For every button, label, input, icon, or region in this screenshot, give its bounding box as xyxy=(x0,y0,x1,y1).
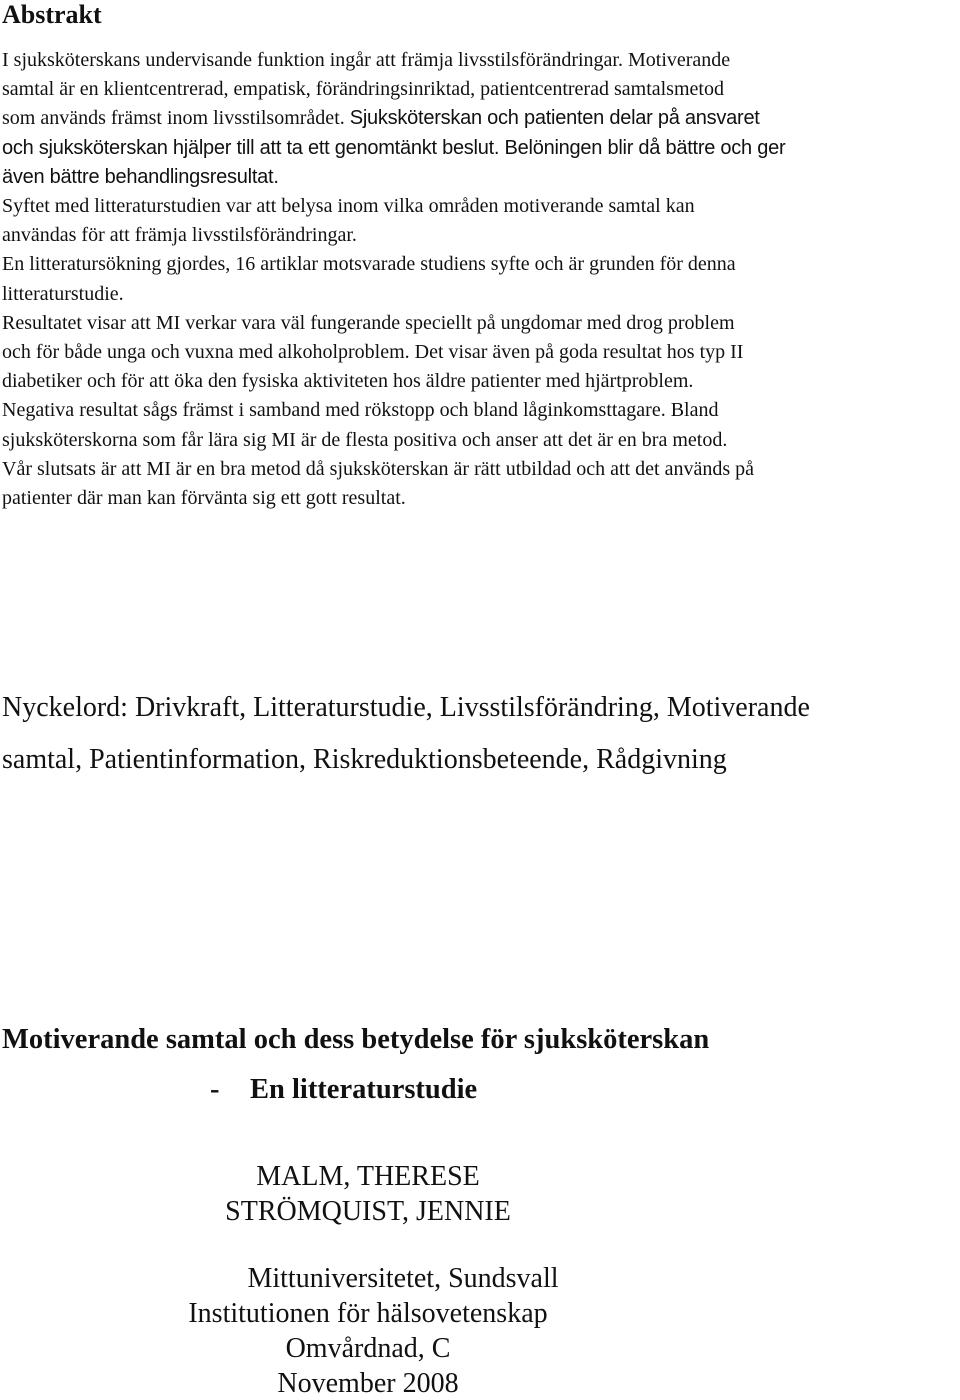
subtitle-dash: - xyxy=(210,1074,220,1105)
author-name: MALM, THERESE xyxy=(256,1161,480,1192)
thesis-subtitle xyxy=(210,1074,477,1106)
abstract-line-serif-part: som används främst inom livsstilsområdet. xyxy=(2,107,350,130)
abstract-body xyxy=(2,46,957,513)
abstract-line: Resultatet visar att MI verkar vara väl fungerande speciellt på ungdomar med drog problem xyxy=(2,311,735,334)
abstract-line-sans-part: Sjuksköterskan och patienten delar på ansvaret xyxy=(349,107,760,130)
abstract-line: Vår slutsats är att MI är en bra metod då sjuksköterskan är rätt utbildad och att det används på xyxy=(2,457,754,480)
university: Mittuniversitetet, Sundsvall xyxy=(247,1263,559,1294)
thesis-title: Motiverande samtal och dess betydelse för sjuksköterskan xyxy=(2,1024,710,1055)
abstract-line: samtal är en klientcentrerad, empatisk, förändringsinriktad, patientcentrerad samtalsmetod xyxy=(2,78,724,101)
subtitle-text: En litteraturstudie xyxy=(250,1074,478,1105)
keywords xyxy=(2,682,952,786)
abstract-line: litteraturstudie. xyxy=(2,282,124,305)
abstract-line: I sjuksköterskans undervisande funktion ingår att främja livsstilsförändringar. Motiverande xyxy=(2,49,731,71)
subject: Omvårdnad, C xyxy=(285,1333,451,1364)
abstract-line: patienter där man kan förvänta sig ett gott resultat. xyxy=(2,487,406,510)
abstract-line: sjuksköterskorna som får lära sig MI är de flesta positiva och anser att det är en bra metod. xyxy=(2,428,728,451)
date: November 2008 xyxy=(277,1368,459,1399)
keywords-line: Nyckelord: Drivkraft, Litteraturstudie, Livsstilsförändring, Motiverande xyxy=(2,692,810,723)
abstract-line: Negativa resultat sågs främst i samband med rökstopp och bland låginkomsttagare. Bland xyxy=(2,399,719,422)
abstract-line: och sjuksköterskan hjälper till att ta ett genomtänkt beslut. Belöningen blir då bättre och ger xyxy=(2,136,786,159)
abstract-heading: Abstrakt xyxy=(2,0,102,29)
abstract-line-mixed xyxy=(2,104,957,133)
abstract-line: En litteratursökning gjordes, 16 artiklar motsvarade studiens syfte och är grunden för denna xyxy=(2,253,736,276)
abstract-line: även bättre behandlingsresultat. xyxy=(2,165,279,188)
abstract-line: Syftet med litteraturstudien var att belysa inom vilka områden motiverande samtal kan xyxy=(2,195,695,218)
author-name: STRÖMQUIST, JENNIE xyxy=(225,1196,511,1227)
keywords-line: samtal, Patientinformation, Riskreduktionsbeteende, Rådgivning xyxy=(2,744,727,775)
abstract-line: och för både unga och vuxna med alkoholproblem. Det visar även på goda resultat hos typ II xyxy=(2,341,744,364)
abstract-line: användas för att främja livsstilsförändringar. xyxy=(2,224,357,247)
institution: Institutionen för hälsovetenskap xyxy=(188,1298,548,1329)
abstract-line: diabetiker och för att öka den fysiska aktiviteten hos äldre patienter med hjärtproblem. xyxy=(2,370,694,393)
